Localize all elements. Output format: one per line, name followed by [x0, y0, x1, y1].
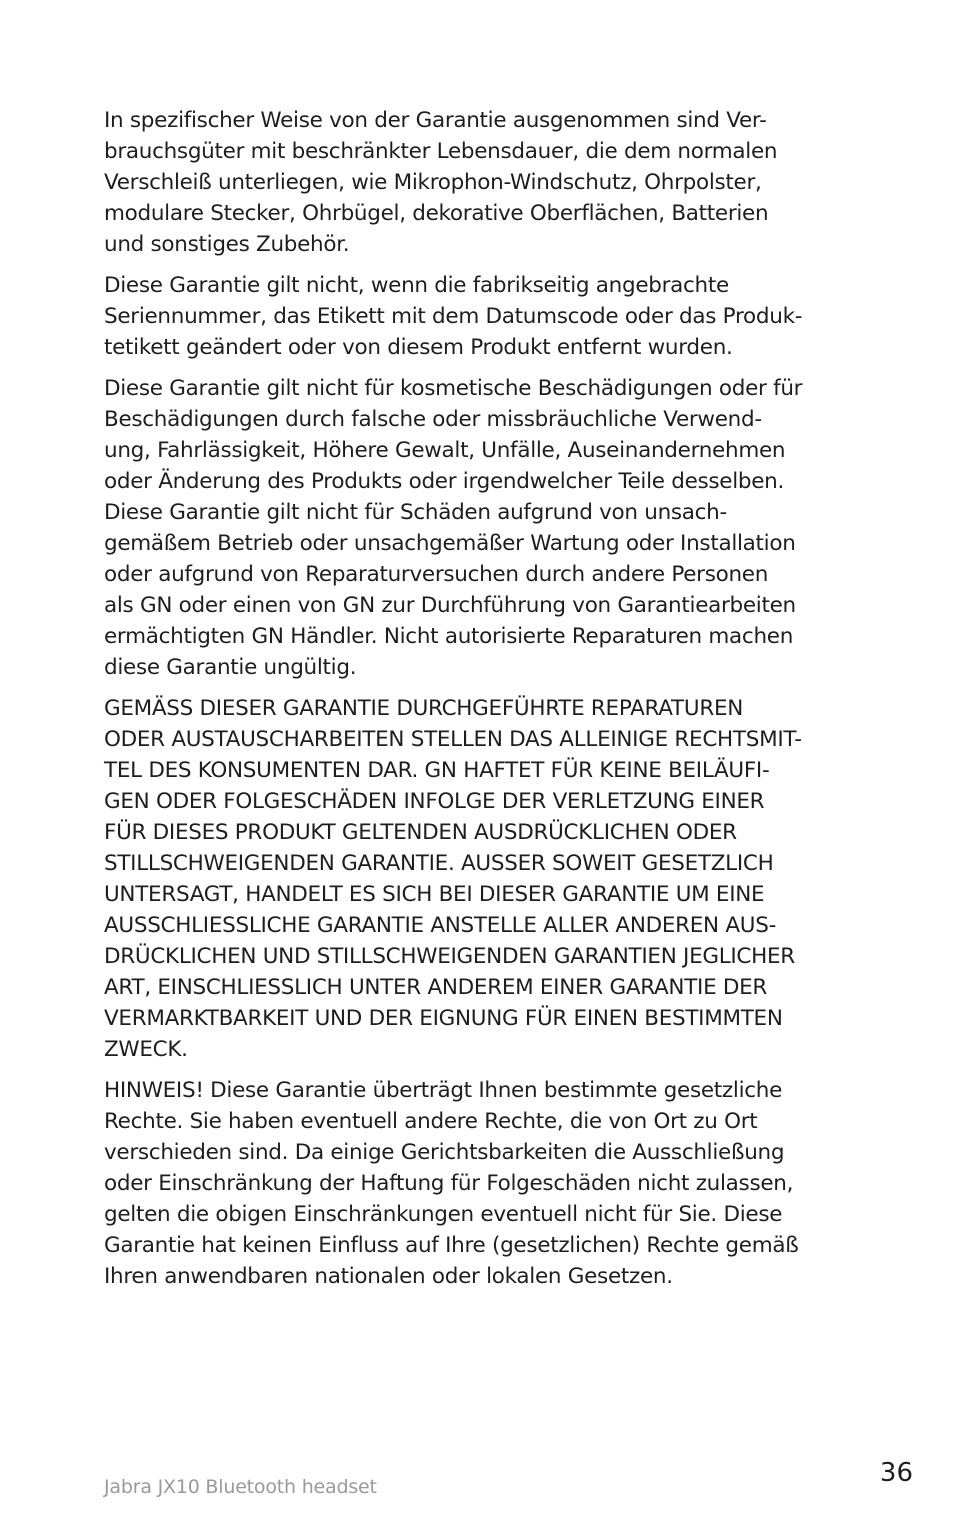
paragraph-serial-number: Diese Garantie gilt nicht, wenn die fabrikseitig angebrachte Seriennummer, das Etikett mit dem Datumscode oder das Produk- tetikett geändert oder von diesem Produkt entfernt wurden. — [104, 273, 803, 360]
page-number: 36 — [879, 1458, 913, 1488]
paragraph-excluded-consumables: In spezifischer Weise von der Garantie ausgenommen sind Ver- brauchsgüter mit beschränkter Lebensdauer, die dem normalen Verschleiß unterliegen, wie Mikrophon-Windschutz, Ohrpolster, modulare Stecker, Ohrbügel, dekorative Oberflächen, Batterien und sonstiges Zubehör. — [104, 108, 778, 257]
paragraph-notice: HINWEIS! Diese Garantie überträgt Ihnen bestimmte gesetzliche Rechte. Sie haben eventuell andere Rechte, die von Ort zu Ort verschieden sind. Da einige Gerichtsbarkeiten die Ausschließung oder Einschränkung der Haftung für Folgeschäden nicht zulassen, gelten die obigen Einschränkungen eventuell nicht für Sie. Diese Garantie hat keinen Einfluss auf Ihre (gesetzlichen) Rechte gemäß Ihren anwendbaren nationalen oder lokalen Gesetzen. — [104, 1078, 799, 1289]
paragraph-liability-disclaimer: GEMÄSS DIESER GARANTIE DURCHGEFÜHRTE REPARATUREN ODER AUSTAUSCHARBEITEN STELLEN DAS ALLEINIGE RECHTSMIT- TEL DES KONSUMENTEN DAR. GN HAFTET FÜR KEINE BEILÄUFI- GEN ODER FOLGESCHÄDEN INFOLGE DER VERLETZUNG EINER FÜR DIESES PRODUKT GELTENDEN AUSDRÜCKLICHEN ODER STILLSCHWEIGENDEN GARANTIE. AUSSER SOWEIT GESETZLICH UNTERSAGT, HANDELT ES SICH BEI DIESER GARANTIE UM EINE AUSSCHLIESSLICHE GARANTIE ANSTELLE ALLER ANDEREN AUS- DRÜCKLICHEN UND STILLSCHWEIGENDEN GARANTIEN JEGLICHER ART, EINSCHLIESSLICH UNTER ANDEREM EINER GARANTIE DER VERMARKTBARKEIT UND DER EIGNUNG FÜR EINEN BESTIMMTEN ZWECK. — [104, 696, 802, 1062]
paragraph-cosmetic-damage: Diese Garantie gilt nicht für kosmetische Beschädigungen oder für Beschädigungen durch falsche oder missbräuchliche Verwend- ung, Fahrlässigkeit, Höhere Gewalt, Unfälle, Auseinandernehmen oder Änderung des Produkts oder irgendwelcher Teile desselben. Diese Garantie gilt nicht für Schäden aufgrund von unsach- gemäßem Betrieb oder unsachgemäßer Wartung oder Installation oder aufgrund von Reparaturversuchen durch andere Personen als GN oder einen von GN zur Durchführung von Garantiearbeiten ermächtigten GN Händler. Nicht autorisierte Reparaturen machen diese Garantie ungültig. — [104, 376, 803, 680]
document-body — [104, 105, 866, 1302]
footer-product-name: Jabra JX10 Bluetooth headset — [104, 1476, 377, 1498]
